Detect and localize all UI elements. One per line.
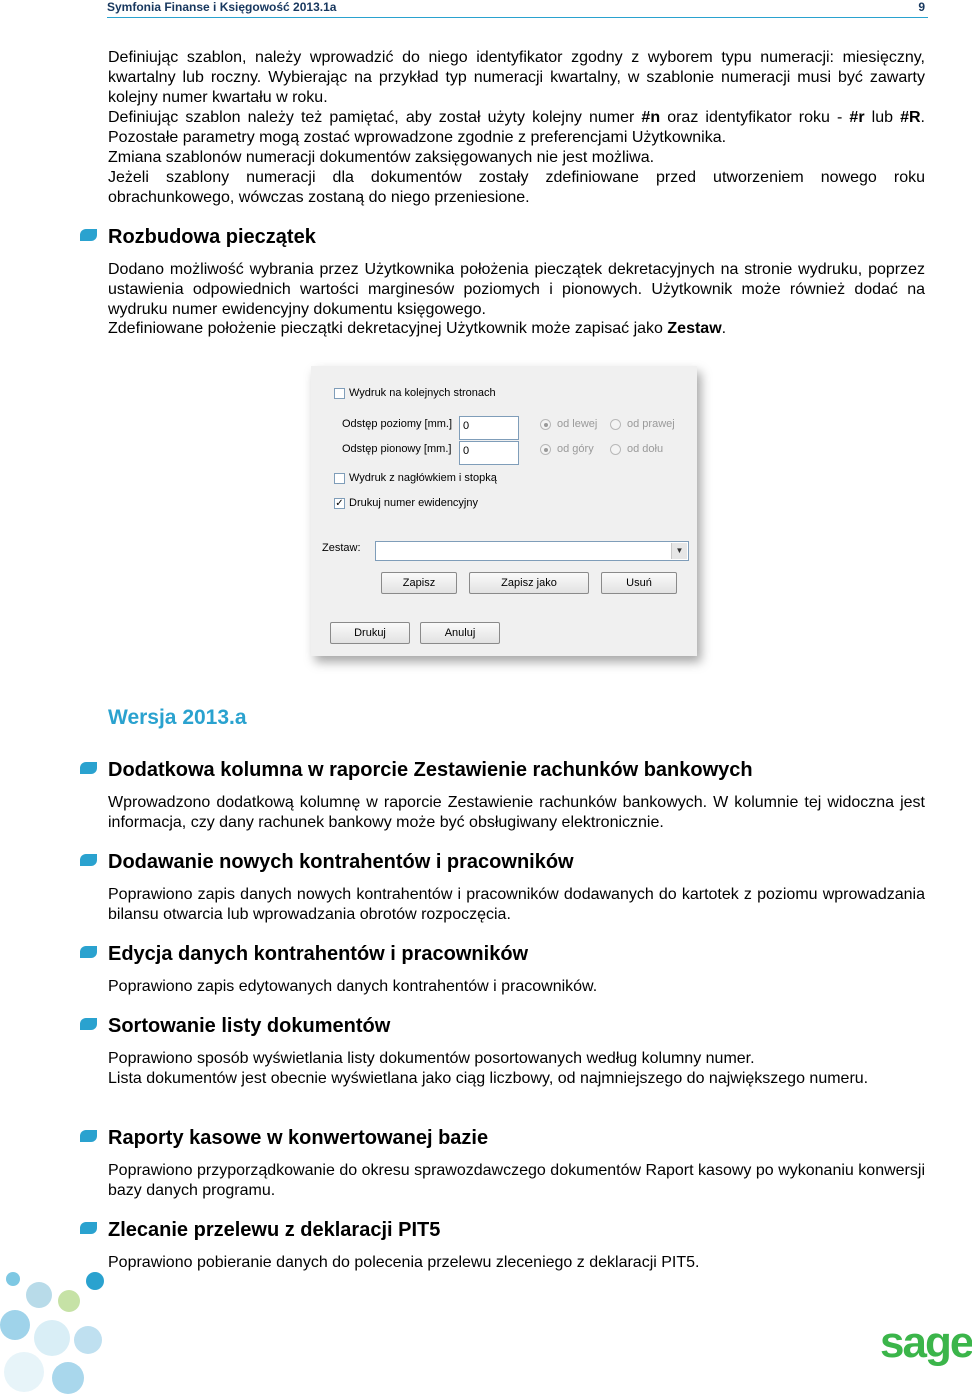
radio-from-top[interactable]	[540, 444, 551, 455]
stamps-paragraph-2	[108, 319, 925, 339]
section-bullet	[80, 229, 97, 241]
section-text: Poprawiono pobieranie danych do polecenia przelewu zleceniego z deklaracji PIT5.	[108, 1254, 700, 1271]
section-heading: Edycja danych kontrahentów i pracowników	[108, 943, 529, 965]
print-record-number-checkbox[interactable]: ✓	[335, 498, 344, 509]
section-bullet	[80, 1222, 97, 1234]
print-all-pages-checkbox[interactable]	[334, 388, 345, 399]
text-run-bold: Zestaw	[667, 320, 722, 337]
section-heading-stamps: Rozbudowa pieczątek	[108, 226, 316, 248]
delete-button[interactable]: Usuń	[601, 572, 677, 594]
chevron-down-icon[interactable]: ▼	[671, 543, 687, 559]
intro-paragraph-3: Zmiana szablonów numeracji dokumentów zaksięgowanych nie jest możliwa.	[108, 149, 655, 166]
text-run-bold: #R	[900, 109, 921, 126]
set-combobox[interactable]	[375, 541, 689, 561]
text-run: Zdefiniowane położenie pieczątki dekretacyjnej Użytkownik może zapisać jako	[108, 320, 668, 337]
vertical-offset-label: Odstęp pionowy [mm.]	[342, 443, 452, 455]
save-button[interactable]: Zapisz	[381, 572, 457, 594]
intro-paragraph-2	[108, 108, 925, 148]
decorative-dot	[74, 1326, 102, 1354]
horizontal-offset-input[interactable]: 0	[459, 416, 519, 440]
section-text: Wprowadzono dodatkową kolumnę w raporcie Zestawienie rachunków bankowych. W kolumnie tej widoczna jest informacja, czy dany rachunek bankowy może być obsługiwany elektronicznie.	[108, 794, 925, 831]
document-title: Symfonia Finanse i Księgowość 2013.1a	[107, 0, 337, 14]
decorative-dot	[4, 1352, 44, 1392]
print-headers-checkbox[interactable]	[334, 473, 345, 484]
decorative-dot	[34, 1320, 70, 1356]
stamp-settings-dialog	[311, 366, 697, 656]
intro-paragraph-4: Jeżeli szablony numeracji dla dokumentów zostały zdefiniowane przed utworzeniem nowego roku obrachunkowego, wówczas zostaną do niego przeniesione.	[108, 169, 925, 206]
section-heading: Raporty kasowe w konwertowanej bazie	[108, 1127, 489, 1149]
print-button[interactable]: Drukuj	[330, 622, 410, 644]
page-header	[107, 0, 928, 18]
intro-paragraph-1: Definiując szablon, należy wprowadzić do niego identyfikator zgodny z wyborem typu numeracji: miesięczny, kwartalny lub roczny. Wybierając na przykład typ numeracji kwartalny, w szablonie numeracji musi być zawarty kolejny numer kwartału w roku.	[108, 49, 925, 106]
text-run-bold: #r	[849, 109, 865, 126]
radio-from-bottom-label: od dołu	[627, 443, 664, 455]
section-bullet	[80, 1130, 97, 1142]
radio-from-top-label: od góry	[557, 443, 594, 455]
radio-from-right-label: od prawej	[627, 418, 675, 430]
text-run: Definiując szablon należy też pamiętać, aby został użyty kolejny numer	[108, 109, 642, 126]
section-text: Poprawiono zapis danych nowych kontrahentów i pracowników dodawanych do kartotek z poziomu wprowadzania bilansu otwarcia lub wprowadzania obrotów rozpoczęcia.	[108, 886, 925, 923]
sage-logo: sage	[880, 1318, 972, 1367]
save-as-button[interactable]: Zapisz jako	[469, 572, 589, 594]
vertical-offset-input[interactable]: 0	[459, 441, 519, 465]
radio-from-left-label: od lewej	[557, 418, 598, 430]
decorative-dot	[52, 1362, 84, 1394]
radio-from-right[interactable]	[610, 419, 621, 430]
section-bullet	[80, 854, 97, 866]
stamps-paragraph-1: Dodano możliwość wybrania przez Użytkownika położenia pieczątek dekretacyjnych na stronie wydruku, poprzez ustawienia odpowiednich wartości marginesów poziomych i pionowych. Użytkownik może również dodać na wydruku numer ewidencyjny dokumentu księgowego.	[108, 261, 925, 318]
text-run: oraz identyfikator roku -	[660, 109, 850, 126]
section-bullet	[80, 946, 97, 958]
decorative-dot	[0, 1310, 30, 1340]
text-run: .	[721, 320, 727, 337]
radio-from-bottom[interactable]	[610, 444, 621, 455]
print-record-number-label: Drukuj numer ewidencyjny	[349, 497, 478, 509]
section-text: Poprawiono zapis edytowanych danych kontrahentów i pracowników.	[108, 978, 598, 995]
section-heading: Zlecanie przelewu z deklaracji PIT5	[108, 1219, 441, 1241]
set-label: Zestaw:	[322, 542, 361, 554]
radio-from-left[interactable]	[540, 419, 551, 430]
horizontal-offset-label: Odstęp poziomy [mm.]	[342, 418, 453, 430]
decorative-dot	[26, 1282, 52, 1308]
decorative-dot	[6, 1272, 20, 1286]
section-heading: Sortowanie listy dokumentów	[108, 1015, 391, 1037]
print-headers-label: Wydruk z nagłówkiem i stopką	[349, 472, 497, 484]
print-all-pages-label: Wydruk na kolejnych stronach	[349, 387, 496, 399]
section-text: Poprawiono sposób wyświetlania listy dokumentów posortowanych według kolumny numer.	[108, 1050, 755, 1067]
cancel-button[interactable]: Anuluj	[420, 622, 500, 644]
section-heading: Dodatkowa kolumna w raporcie Zestawienie rachunków bankowych	[108, 759, 753, 781]
page-number: 9	[918, 0, 925, 14]
text-run-bold: #n	[641, 109, 661, 126]
section-bullet	[80, 762, 97, 774]
section-bullet	[80, 1018, 97, 1030]
text-run: lub	[864, 109, 901, 126]
decorative-dot	[86, 1272, 104, 1290]
version-heading: Wersja 2013.a	[108, 706, 247, 729]
text-run: . Pozostałe parametry mogą zostać wprowadzone zgodnie z preferencjami Użytkownika.	[108, 109, 925, 146]
section-text: Poprawiono przyporządkowanie do okresu sprawozdawczego dokumentów Raport kasowy po wykonaniu konwersji bazy danych programu.	[108, 1162, 925, 1199]
decorative-dot	[58, 1290, 80, 1312]
section-heading: Dodawanie nowych kontrahentów i pracowników	[108, 851, 574, 873]
section-text: Lista dokumentów jest obecnie wyświetlana jako ciąg liczbowy, od najmniejszego do największego numeru.	[108, 1070, 869, 1087]
